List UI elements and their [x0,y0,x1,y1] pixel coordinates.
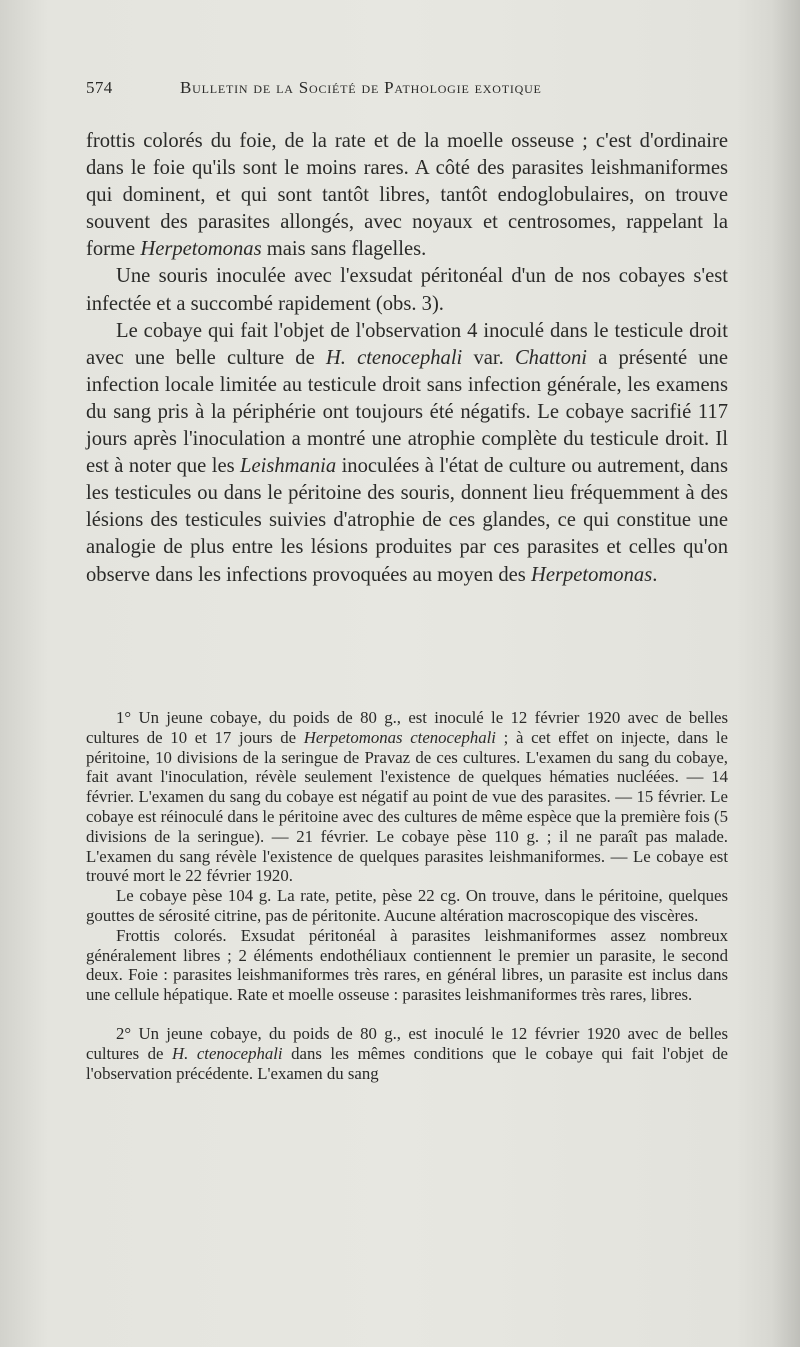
note-2: Le cobaye pèse 104 g. La rate, petite, pèse 22 cg. On trouve, dans le péritoine, quelques gouttes de sérosité citrine, pas de péritonite. Aucune altération macroscopique des viscères. [86,886,728,925]
text-run: dans les mêmes conditions que le cobaye qui fait l'objet de l'observation précédente. L'examen du sang [86,1043,728,1083]
text-run: frottis colorés du foie, de la rate et de la moelle osseuse ; c'est d'ordinaire dans le foie qu'ils sont le moins rares. A côté des parasites leishmaniformes qui dominent, et qui sont tantôt libres, tantôt endoglobulaires, on trouve souvent des parasites allongés, avec noyaux et centrosomes, rappelant la forme [86,130,728,261]
italic-term: Herpetomonas [530,563,653,586]
italic-term: Chattoni [514,346,588,369]
italic-term: Herpetomonas [140,238,262,261]
page-number: 574 [86,78,113,97]
running-title: Bulletin de la Société de Pathologie exotique [180,78,542,97]
text-run: a présenté une infection locale limitée au testicule droit sans infection générale, les examens du sang pris à la périphérie ont toujours été négatifs. Le cobaye sacrifié 117 jours après l'inoculation a montré une atrophie complète du testicule droit. Il est à noter que les [86,346,728,478]
text-run: mais sans flagelles. [261,238,427,261]
page-edge-shadow [772,0,800,1347]
text-run: 1° Un jeune cobaye, du poids de 80 g., est inoculé le 12 février 1920 avec de belles cultures de 10 et 17 jours de [86,708,728,747]
page-header [86,78,726,106]
text-run: inoculées à l'état de culture ou autrement, dans les testicules ou dans le péritoine des souris, donnent lieu fréquemment à des lésions des testicules suivies d'atrophie de ces glandes, ce qui constitue une analogie de plus entre les lésions produites par ces parasites et celles qu'on observe dans les infections provoquées au moyen des [86,455,728,586]
italic-term: H. ctenocephali [172,1043,283,1063]
main-text [86,128,728,589]
note-3: Frottis colorés. Exsudat péritonéal à parasites leishmaniformes assez nombreux généralement libres ; 2 éléments endothéliaux contiennent le premier un parasite, le second deux. Foie : parasites leishmaniformes très rares, en général libres, un parasite est inclus dans une cellule hépatique. Rate et moelle osseuse : parasites leishmaniformes très rares, libres. [86,925,728,1005]
text-run: 2° Un jeune cobaye, du poids de 80 g., est inoculé le 12 février 1920 avec de belles cultures de [86,1023,728,1063]
italic-term: H. ctenocephali [325,346,463,369]
text-run: var. [462,346,515,369]
observation-notes [86,708,728,1083]
italic-term: Herpetomonas ctenocephali [303,727,496,747]
note-1 [86,708,728,886]
text-run: . [652,563,658,586]
paragraph-2: Une souris inoculée avec l'exsudat péritonéal d'un de nos cobayes s'est infectée et a succombé rapidement (obs. 3). [86,265,728,315]
paragraph-1 [86,128,728,263]
note-4 [86,1024,728,1083]
text-run: ; à cet effet on injecte, dans le péritoine, 10 divisions de la seringue de Pravaz de ces cultures. L'examen du sang du cobaye, fait avant l'inoculation, révèle seulement l'existence de quelques hématies nucléées. — 14 février. L'examen du sang du cobaye est négatif au point de vue des parasites. — 15 février. Le cobaye est réinoculé dans le péritoine avec des cultures de même espèce que la première fois (5 divisions de la seringue). — 21 février. Le cobaye pèse 110 g. ; il ne paraît pas malade. L'examen du sang révèle l'existence de quelques parasites leishmaniformes. — Le cobaye est trouvé mort le 22 février 1920. [86,727,728,886]
text-run: Le cobaye qui fait l'objet de l'observation 4 inoculé dans le testicule droit avec une belle culture de [86,319,728,369]
paragraph-3 [86,318,728,589]
italic-term: Leishmania [240,455,337,478]
